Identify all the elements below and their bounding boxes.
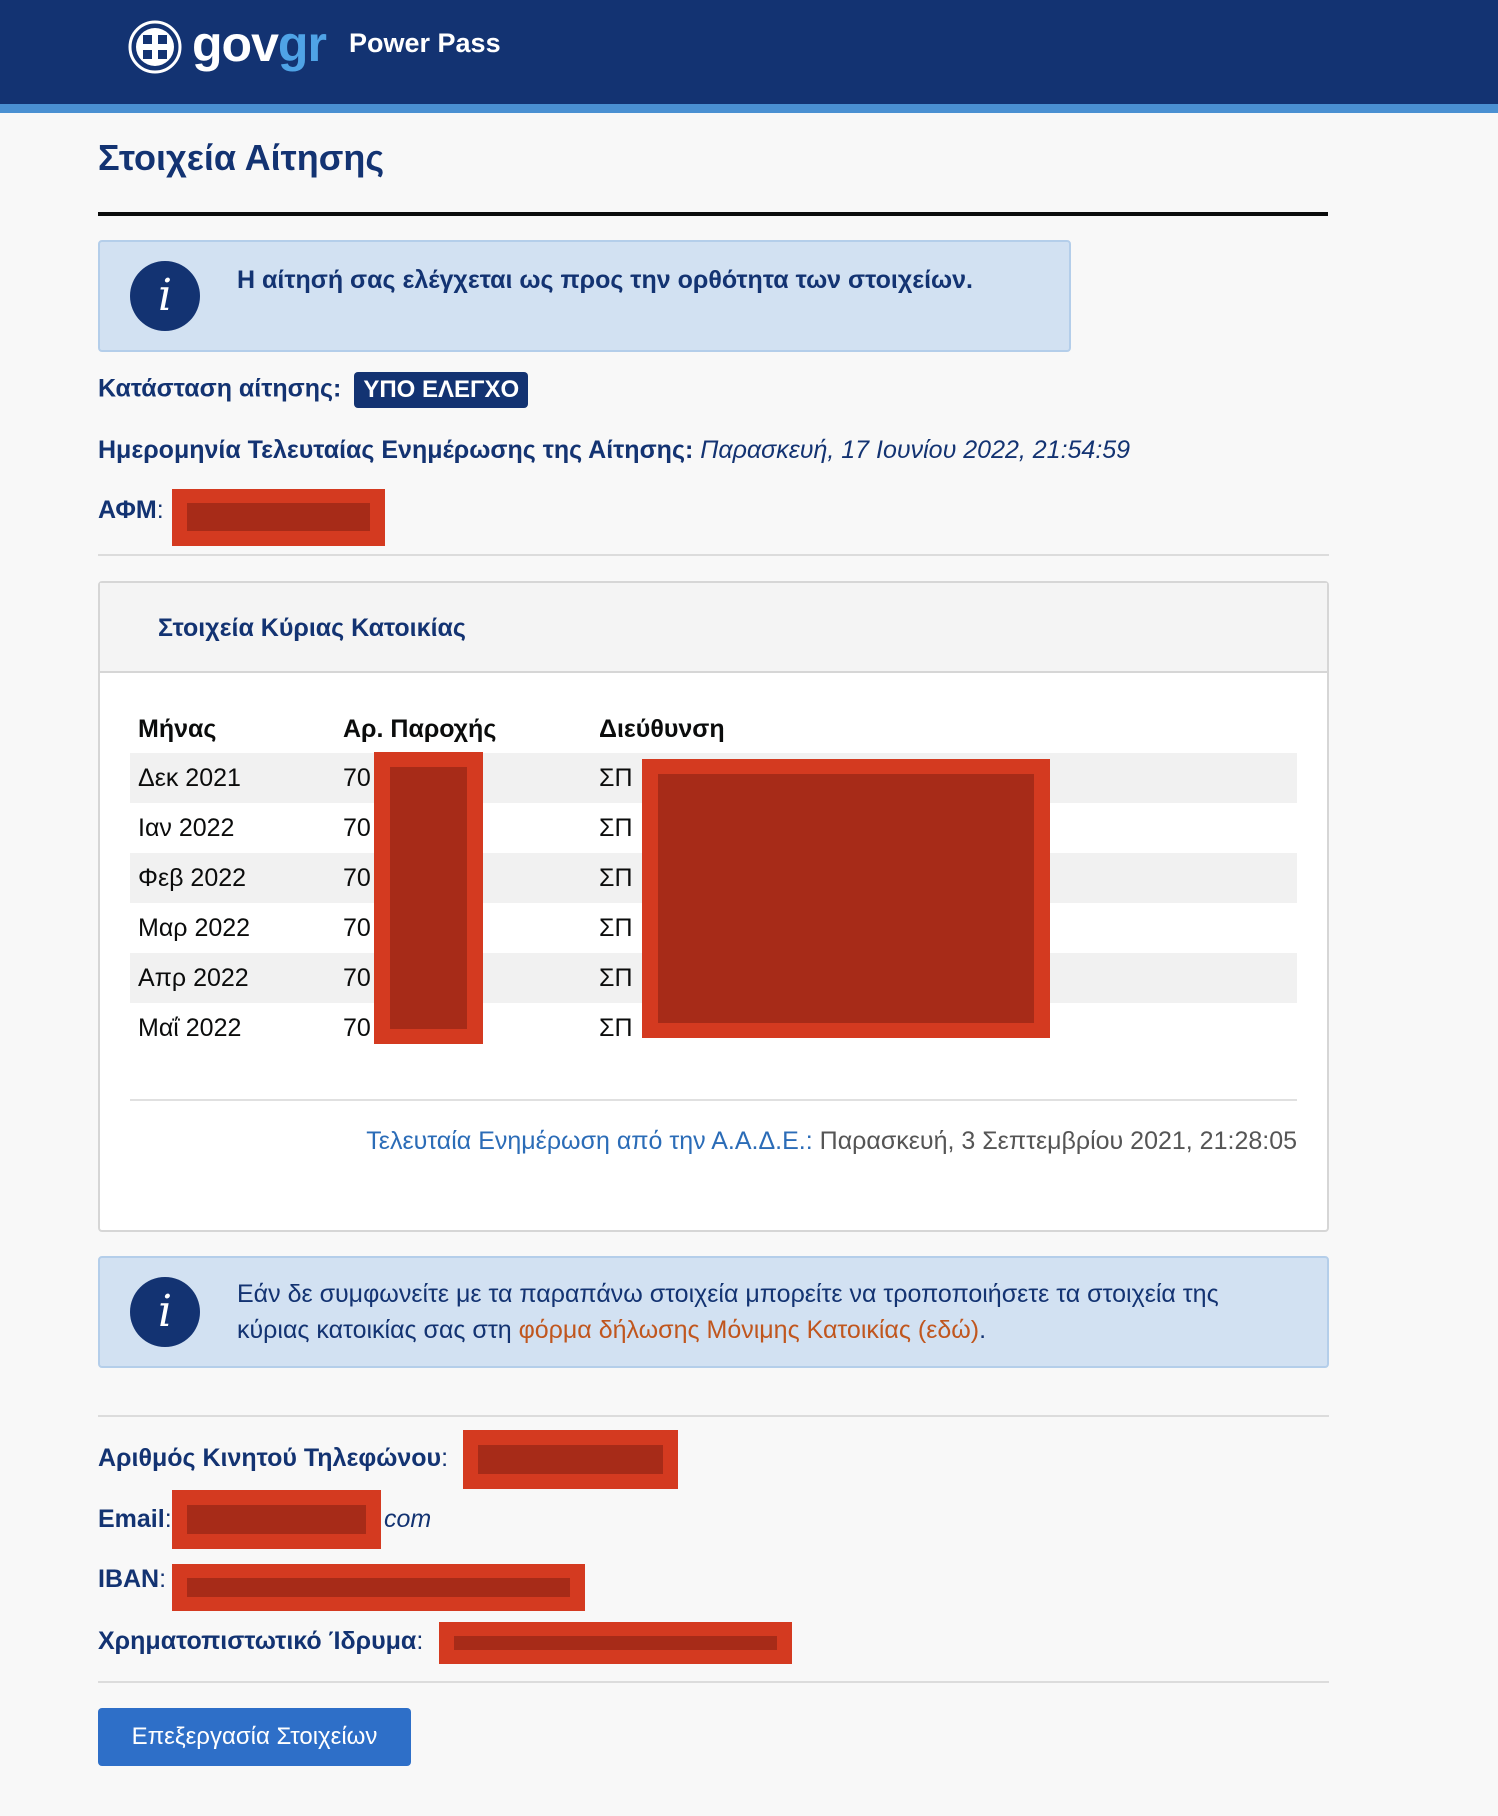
- address-cell: ΣΠ: [599, 764, 633, 792]
- header-accent-stripe: [0, 104, 1498, 113]
- aade-update-line: [366, 1124, 1297, 1158]
- phone-label: Αριθμός Κινητού Τηλεφώνου: [98, 1444, 442, 1472]
- supply-cell: 70: [343, 914, 371, 942]
- govgr-logo[interactable]: [192, 14, 326, 74]
- permanent-residence-form-link[interactable]: φόρμα δήλωσης Μόνιμης Κατοικίας (εδώ): [518, 1316, 980, 1344]
- supply-cell: 70: [343, 814, 371, 842]
- phone-separator: :: [441, 1444, 449, 1472]
- notice-text-before: Εάν δε συμφωνείτε με τα παραπάνω στοιχεία μπορείτε να τροποποιήσετε τα στοιχεία της κύριας κατοικίας σας στη: [237, 1280, 1219, 1344]
- month-cell: Ιαν 2022: [138, 814, 235, 842]
- section-divider: [98, 554, 1329, 556]
- status-row: [98, 372, 528, 408]
- service-name[interactable]: Power Pass: [349, 28, 501, 58]
- page-title: Στοιχεία Αίτησης: [98, 137, 385, 178]
- column-header-month: Μήνας: [138, 715, 217, 743]
- iban-label: IBAN: [98, 1565, 160, 1593]
- supply-cell: 70: [343, 864, 371, 892]
- address-cell: ΣΠ: [599, 964, 633, 992]
- address-cell: ΣΠ: [599, 1014, 633, 1042]
- info-icon: i: [130, 261, 200, 331]
- verification-notice: [98, 240, 1071, 352]
- redacted-afm: [172, 489, 385, 546]
- section-divider: [98, 1415, 1329, 1417]
- bank-row: [98, 1625, 423, 1657]
- title-divider: [98, 212, 1328, 216]
- residence-change-notice-text: [237, 1276, 1297, 1348]
- month-cell: Απρ 2022: [138, 964, 249, 992]
- edit-details-button[interactable]: Επεξεργασία Στοιχείων: [98, 1708, 411, 1766]
- verification-notice-text: Η αίτησή σας ελέγχεται ως προς την ορθότητα των στοιχείων.: [237, 266, 973, 294]
- month-cell: Φεβ 2022: [138, 864, 247, 892]
- card-divider: [130, 1099, 1297, 1101]
- notice-text-after: .: [979, 1316, 987, 1344]
- email-label: Email: [98, 1505, 165, 1533]
- redacted-email: [172, 1490, 381, 1549]
- last-update-value: Παρασκευή, 17 Ιουνίου 2022, 21:54:59: [700, 436, 1131, 464]
- iban-row: [98, 1563, 166, 1595]
- address-cell: ΣΠ: [599, 864, 633, 892]
- afm-separator: :: [156, 496, 164, 524]
- redacted-iban: [172, 1564, 585, 1611]
- iban-separator: :: [159, 1565, 167, 1593]
- status-badge: ΥΠΟ ΕΛΕΓΧΟ: [354, 372, 528, 408]
- residence-card: [98, 581, 1329, 1232]
- supply-cell: 70: [343, 1014, 371, 1042]
- address-cell: ΣΠ: [599, 814, 633, 842]
- last-update-label: Ημερομηνία Τελευταίας Ενημέρωσης της Αίτησης:: [98, 436, 694, 464]
- column-header-supply-number: Αρ. Παροχής: [343, 715, 497, 743]
- bank-label: Χρηματοπιστωτικό Ίδρυμα: [98, 1627, 417, 1655]
- last-update-row: [98, 434, 1130, 466]
- status-label: Κατάσταση αίτησης:: [98, 374, 342, 403]
- afm-label: ΑΦΜ: [98, 496, 157, 524]
- email-suffix: com: [384, 1505, 432, 1533]
- column-header-address: Διεύθυνση: [599, 715, 725, 743]
- phone-row: [98, 1442, 448, 1474]
- bank-separator: :: [416, 1627, 424, 1655]
- month-cell: Μαΐ 2022: [138, 1014, 242, 1042]
- info-icon: i: [130, 1277, 200, 1347]
- site-header: [0, 0, 1498, 104]
- redacted-addresses: [642, 759, 1050, 1038]
- redacted-bank: [439, 1622, 792, 1664]
- residence-change-notice: [98, 1256, 1329, 1368]
- month-cell: Δεκ 2021: [138, 764, 241, 792]
- month-cell: Μαρ 2022: [138, 914, 251, 942]
- section-divider: [98, 1681, 1329, 1683]
- redacted-supply-numbers: [374, 752, 483, 1044]
- afm-row: [98, 494, 164, 526]
- greek-emblem-icon[interactable]: [128, 20, 182, 74]
- logo-text-main: gov: [192, 16, 278, 72]
- supply-cell: 70: [343, 964, 371, 992]
- residence-card-title: Στοιχεία Κύριας Κατοικίας: [158, 614, 466, 642]
- aade-update-value: Παρασκευή, 3 Σεπτεμβρίου 2021, 21:28:05: [819, 1127, 1297, 1155]
- aade-update-label: Τελευταία Ενημέρωση από την Α.Α.Δ.Ε.:: [366, 1127, 813, 1155]
- email-separator: :: [164, 1505, 172, 1533]
- residence-card-header: [100, 583, 1327, 673]
- address-cell: ΣΠ: [599, 914, 633, 942]
- email-row: [98, 1503, 172, 1535]
- redacted-phone: [463, 1430, 678, 1489]
- logo-text-accent: gr: [277, 16, 326, 72]
- supply-cell: 70: [343, 764, 371, 792]
